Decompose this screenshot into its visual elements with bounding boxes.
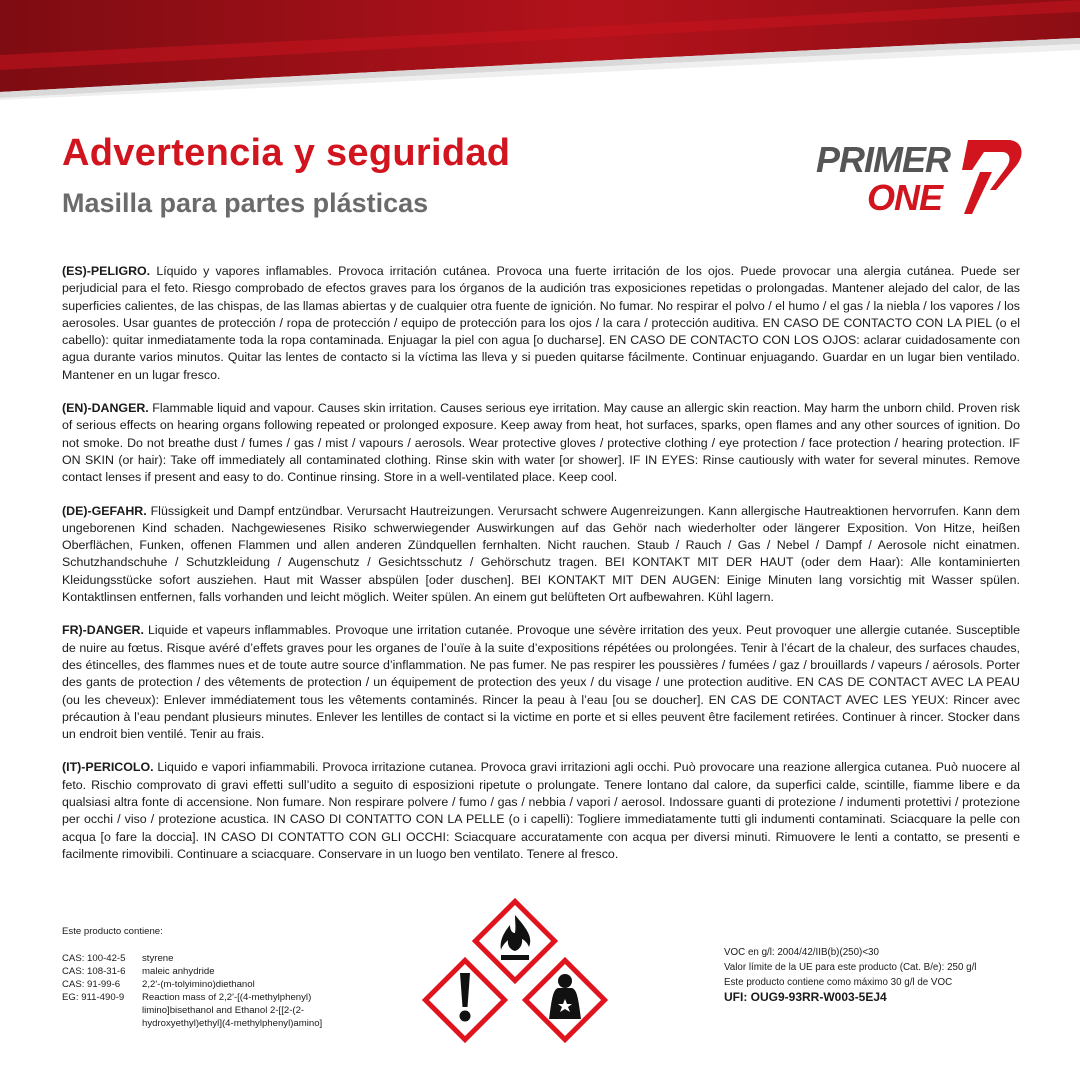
contains-name: Reaction mass of 2,2'-[(4-methylphenyl) limino]bisethanol and Ethanol 2-[[2-(2-hydroxyethyl)ethyl](4-methylphenyl)amino] xyxy=(142,992,323,1029)
contains-code: CAS: 91-99-6 xyxy=(62,979,121,990)
contains-name: styrene xyxy=(142,953,174,964)
ufi-code: UFI: OUG9-93RR-W003-5EJ4 xyxy=(724,990,887,1004)
page-title: Advertencia y seguridad xyxy=(62,132,511,174)
contains-label: Este producto contiene: xyxy=(62,926,163,937)
flame-icon xyxy=(475,901,554,980)
contains-code: CAS: 100-42-5 xyxy=(62,953,126,964)
ghs-pictograms xyxy=(415,895,615,1080)
contains-code: EG: 911-490-9 xyxy=(62,992,125,1003)
statement-it xyxy=(62,759,1020,863)
statement-en xyxy=(62,400,1020,486)
statement-lead: FR)-DANGER. xyxy=(62,623,144,638)
statement-de xyxy=(62,503,1020,607)
statement-lead: (EN)-DANGER. xyxy=(62,401,149,416)
page-subtitle: Masilla para partes plásticas xyxy=(62,188,429,218)
exclamation-icon xyxy=(425,960,504,1039)
voc-line: Este producto contiene como máximo 30 g/l de VOC xyxy=(724,977,953,988)
statement-text: Flüssigkeit und Dampf entzündbar. Verursacht Hautreizungen. Verursacht schwere Augenreizungen. Kann allergische Hautreaktionen hervorrufen. Kann dem ungeborenen Kind schaden. Nachgewiesenes Risiko schwerwiegender Auswirkungen auf das Gehör nach wiederholter oder längerer Exposition. Von Hitze, heißen Oberflächen, Funken, offenen Flammen und allen anderen Zündquellen fernhalten. Nicht rauchen. Staub / Rauch / Gas / Nebel / Dampf / Aerosole nicht einatmen. Schutzhandschuhe / Schutzkleidung / Augenschutz / Gesichtsschutz / Gehörschutz tragen. BEI KONTAKT MIT DER HAUT (oder dem Haar): Alle kontaminierten Kleidungsstücke sofort ausziehen. Haut mit Wasser abspülen [oder duschen]. BEI KONTAKT MIT DEN AUGEN: Einige Minuten lang vorsichtig mit Wasser spülen. Kontaktlinsen entfernen, falls vorhanden und leicht möglich. Weiter spülen. An einem gut belüfteten Ort aufbewahren. Kühl lagern. xyxy=(62,503,1020,605)
statement-text: Flammable liquid and vapour. Causes skin irritation. Causes serious eye irritation. May cause an allergic skin reaction. May harm the unborn child. Proven risk of serious effects on hearing organs following repeated or prolonged exposure. Keep away from heat, hot surfaces, sparks, open flames and any other sources of ignition. Do not smoke. Do not breathe dust / fumes / gas / mist / vapours / aerosols. Wear protective gloves / protective clothing / eye protection / face protection / hearing protection. IF ON SKIN (or hair): Take off immediately all contaminated clothing. Rinse skin with water [or shower]. IF IN EYES: Rinse cautiously with water for several minutes. Remove contact lenses if present and easy to do. Continue rinsing. Store in a well-ventilated place. Keep cool. xyxy=(62,401,1020,485)
voc-line: Valor límite de la UE para este producto (Cat. B/e): 250 g/l xyxy=(724,962,977,973)
primer-one-logo xyxy=(812,136,1027,220)
health-hazard-icon xyxy=(525,960,604,1039)
contains-row xyxy=(62,978,382,991)
statement-text: Líquido y vapores inflamables. Provoca irritación cutánea. Provoca una fuerte irritación de los ojos. Puede provocar una alergia cutánea. Puede ser perjudicial para el feto. Riesgo comprobado de efectos graves para los órganos de la audición tras exposiciones repetidas o prolongadas. Mantener alejado del calor, de las superficies calientes, de las chispas, de las llamas abiertas y de cualquier otra fuente de ignición. No fumar. No respirar el polvo / el humo / el gas / la niebla / los vapores / los aerosoles. Usar guantes de protección / ropa de protección / equipo de protección para los ojos / la cara / protección auditiva. EN CASO DE CONTACTO CON LA PIEL (o el cabello): quitar inmediatamente toda la ropa contaminada. Enjuagar la piel con agua [o ducharse]. EN CASO DE CONTACTO CON LOS OJOS: aclarar cuidadosamente con agua durante varios minutos. Quitar las lentes de contacto si la víctima las lleva y si pueden quitarse fácilmente. Continuar enjuagando. Guardar en un lugar bien ventilado. Mantener en un lugar fresco. xyxy=(62,264,1020,382)
statement-lead: (IT)-PERICOLO. xyxy=(62,760,154,775)
logo-line2: ONE xyxy=(867,177,943,218)
header-swoosh xyxy=(0,0,1080,100)
statement-text: Liquide et vapeurs inflammables. Provoque une irritation cutanée. Provoque une sévère irritation des yeux. Peut provoquer une allergie cutanée. Susceptible de nuire au fœtus. Risque avéré d’effets graves pour les organes de l’ouïe à la suite d’expositions répétées ou prolongées. Tenir à l’écart de la chaleur, des surfaces chaudes, des étincelles, des flammes nues et de toute autre source d’inflammation. Ne pas fumer. Ne pas respirer les poussières / fumées / gaz / brouillards / vapeurs / aérosols. Porter des gants de protection / des vêtements de protection / un équipement de protection des yeux / du visage / une protection auditive. EN CAS DE CONTACT AVEC LA PEAU (ou les cheveux): Enlever immédiatement tous les vêtements contaminés. Rincer la peau à l’eau [ou se doucher]. EN CAS DE CONTACT AVEC LES YEUX: Rincer avec précaution à l’eau pendant plusieurs minutes. Enlever les lentilles de contact si la victime en porte et si elles peuvent être facilement retirées. Continuer à rincer. Stocker dans un endroit bien ventilé. Tenir au frais. xyxy=(62,623,1020,742)
statement-fr xyxy=(62,622,1020,743)
contains-row xyxy=(62,991,382,1030)
hazard-statements xyxy=(62,263,1020,879)
logo-line1: PRIMER xyxy=(816,139,951,180)
statement-text: Liquido e vapori infiammabili. Provoca irritazione cutanea. Provoca gravi irritazioni agli occhi. Può provocare una reazione allergica cutanea. Può nuocere al feto. Rischio comprovato di gravi effetti sull’udito a seguito di esposizioni ripetute o prolungate. Tenere lontano dal calore, da superfici calde, scintille, fiamme libere e da qualsiasi altra fonte di accensione. Non fumare. Non respirare polvere / fumo / gas / nebbia / vapori / aerosol. Indossare guanti di protezione / indumenti protettivi / protezione per occhi / viso / protezione acustica. IN CASO DI CONTATTO CON LA PELLE (o i capelli): Togliere immediatamente tutti gli indumenti contaminati. Sciacquare la pelle con acqua [o fare la doccia]. IN CASO DI CONTATTO CON GLI OCCHI: Sciacquare accuratamente con acqua per diversi minuti. Rimuovere le lenti a contatto, se presenti e facilmente rimovibili. Continuare a sciacquare. Conservare in un luogo ben ventilato. Tenere al fresco. xyxy=(62,760,1020,861)
contains-name: 2,2'-(m-tolyimino)diethanol xyxy=(142,979,255,990)
contains-row xyxy=(62,965,382,978)
contains-block xyxy=(62,925,382,1030)
statement-lead: (ES)-PELIGRO. xyxy=(62,264,151,278)
contains-name: maleic anhydride xyxy=(142,966,215,977)
logo-mark-icon xyxy=(950,136,1024,216)
contains-code: CAS: 108-31-6 xyxy=(62,966,126,977)
statement-lead: (DE)-GEFAHR. xyxy=(62,503,147,518)
voc-block xyxy=(724,945,1024,1005)
voc-line: VOC en g/l: 2004/42/IIB(b)(250)<30 xyxy=(724,947,879,958)
contains-row xyxy=(62,952,382,965)
statement-es xyxy=(62,263,1020,384)
